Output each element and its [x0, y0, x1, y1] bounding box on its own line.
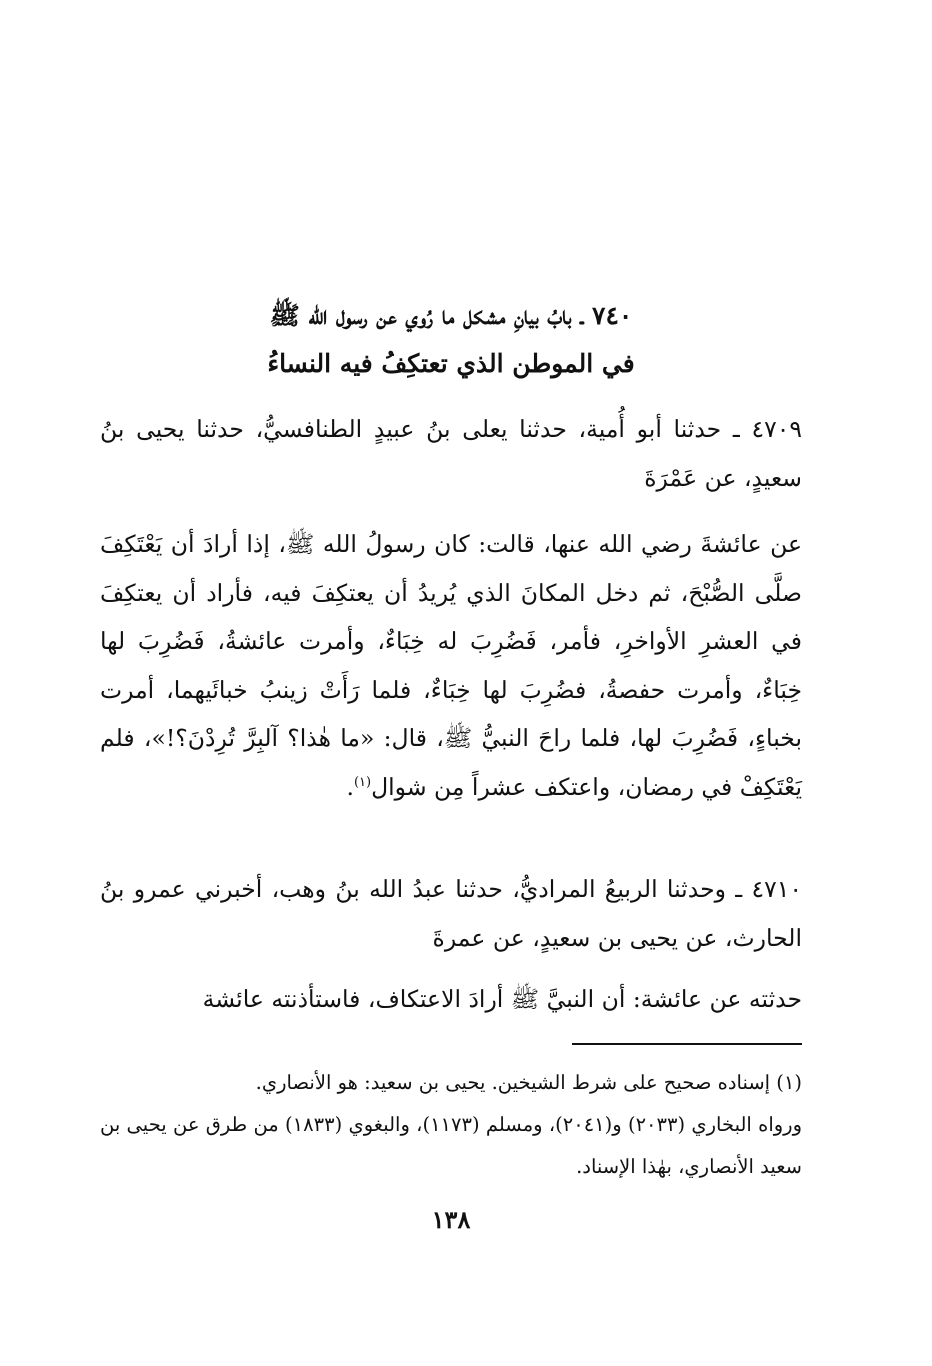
chapter-title-line-1: ٧٤٠ ـ بابُ بيانِ مشكل ما رُوي عن رسول الله ﷺ	[269, 301, 633, 330]
footnotes	[100, 1062, 802, 1188]
hadith-4709-matn	[100, 520, 802, 811]
book-page	[100, 0, 802, 1366]
page-number: ١٣٨	[431, 1205, 471, 1234]
hadith-4709-end: .	[346, 772, 354, 801]
footnote-1-continued: ورواه البخاري (٢٠٣٣) و(٢٠٤١)، ومسلم (١١٧٣)، والبغوي (١٨٣٣) من طرق عن يحيى بن سعيد الأنصاري، بهٰذا الإسناد.	[100, 1113, 803, 1178]
footnote-reference: (١)	[353, 774, 372, 790]
hadith-4710-isnad: ٤٧١٠ ـ وحدثنا الربيعُ المراديُّ، حدثنا عبدُ الله بنُ وهب، أخبرني عمرو بنُ الحارث، عن يحيى بن سعيدٍ، عن عمرةَ	[100, 875, 802, 952]
footnote-divider	[572, 1043, 802, 1045]
chapter-title-line-2: في الموطن الذي تعتكِفُ فيه النساءُ	[267, 349, 635, 378]
chapter-heading	[100, 292, 802, 388]
footnote-1: (١) إسناده صحيح على شرط الشيخين. يحيى بن سعيد: هو الأنصاري.	[255, 1071, 802, 1094]
hadith-4709-text: عن عائشةَ رضي الله عنها، قالت: كان رسولُ الله ﷺ، إذا أرادَ أن يَعْتَكِفَ صلَّى الصُّبْحَ، ثم دخل المكانَ الذي يُريدُ أن يعتكِفَ فيه، فأراد أن يعتكِفَ في العشرِ الأواخرِ، فأمر، فَضُرِبَ له خِبَاءٌ، وأمرت عائشةُ، فَضُرِبَ لها خِبَاءٌ، وأمرت حفصةُ، فضُرِبَ لها خِبَاءٌ، فلما رَأَتْ زينبُ خبائَيهما، أمرت بخباءٍ، فَضُرِبَ لها، فلما راحَ النبيُّ ﷺ، قال: «ما هٰذا؟ آلبِرَّ تُرِدْنَ؟!»، فلم يَعْتَكِفْ في رمضان، واعتكف عشراً مِن شوال	[100, 530, 802, 801]
hadith-4709-isnad: ٤٧٠٩ ـ حدثنا أبو أُمية، حدثنا يعلى بنُ عبيدٍ الطنافسيُّ، حدثنا يحيى بنُ سعيدٍ، عن عَمْرَةَ	[100, 415, 802, 492]
hadith-4710-matn: حدثته عن عائشة: أن النبيَّ ﷺ أرادَ الاعتكاف، فاستأذنته عائشة	[202, 985, 802, 1013]
